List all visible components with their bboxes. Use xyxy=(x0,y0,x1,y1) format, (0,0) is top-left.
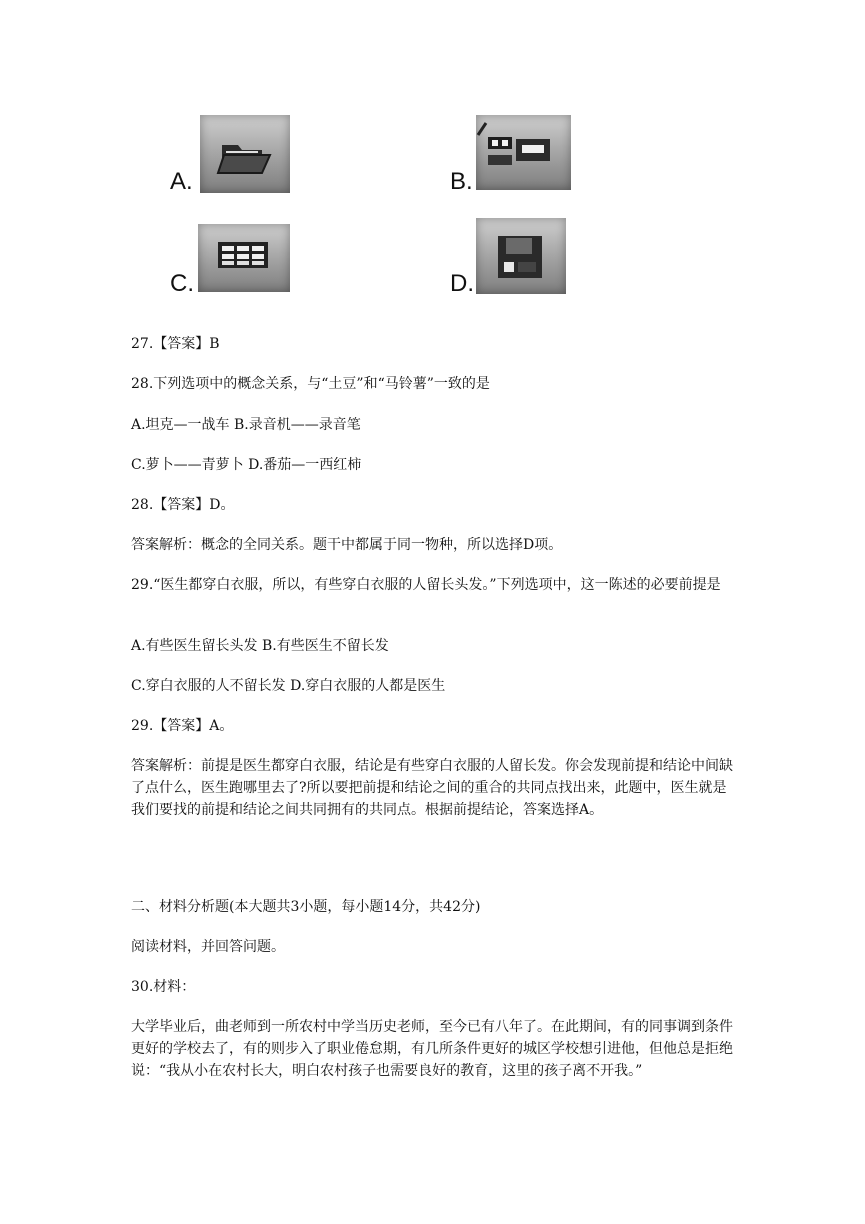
q28-options-line1: A.坦克—一战车 B.录音机——录音笔 xyxy=(131,417,361,433)
option-a-letter: A. xyxy=(170,168,193,195)
option-b-letter: B. xyxy=(450,168,473,195)
save-disk-icon xyxy=(476,218,566,294)
option-c-letter: C. xyxy=(170,270,194,297)
q30-label: 30.材料： xyxy=(131,979,196,995)
q30-material: 大学毕业后，曲老师到一所农村中学当历史老师，至今已有八年了。在此期间，有的同事调到条件更好的学校去了，有的则步入了职业倦怠期，有几所条件更好的城区学校想引进他，但他总是拒绝说：“我从小在农村长大，明白农村孩子也需要良好的教育，这里的孩子离不开我。” xyxy=(131,1019,733,1079)
option-d-letter: D. xyxy=(450,270,474,297)
q29-question: 29.“医生都穿白衣服，所以，有些穿白衣服的人留长头发。”下列选项中，这一陈述的必要前提是 xyxy=(131,577,721,593)
toolbar-window-icon xyxy=(476,115,571,190)
q28-options-line2: C.萝卜——青萝卜 D.番茄—一西红柿 xyxy=(131,457,362,473)
folder-icon xyxy=(200,115,290,193)
q28-question: 28.下列选项中的概念关系，与“土豆”和“马铃薯”一致的是 xyxy=(131,376,490,392)
q29-options-line2: C.穿白衣服的人不留长发 D.穿白衣服的人都是医生 xyxy=(131,678,446,694)
q29-answer: 29.【答案】A。 xyxy=(131,718,234,734)
q29-options-line1: A.有些医生留长头发 B.有些医生不留长发 xyxy=(131,638,389,654)
q28-answer: 28.【答案】D。 xyxy=(131,497,235,513)
q29-analysis: 答案解析：前提是医生都穿白衣服，结论是有些穿白衣服的人留长发。你会发现前提和结论中间缺了点什么，医生跑哪里去了?所以要把前提和结论之间的重合的共同点找出来，此题中，医生就是我们要找的前提和结论之间共同拥有的共同点。根据前提结论，答案选择A。 xyxy=(131,758,733,818)
q27-answer: 27.【答案】B xyxy=(131,336,220,352)
section2-instruction: 阅读材料，并回答问题。 xyxy=(131,939,285,955)
section2-heading: 二、材料分析题(本大题共3小题，每小题14分，共42分) xyxy=(131,899,481,915)
q28-analysis: 答案解析：概念的全同关系。题干中都属于同一物种，所以选择D项。 xyxy=(131,537,563,553)
table-grid-icon xyxy=(198,224,290,292)
